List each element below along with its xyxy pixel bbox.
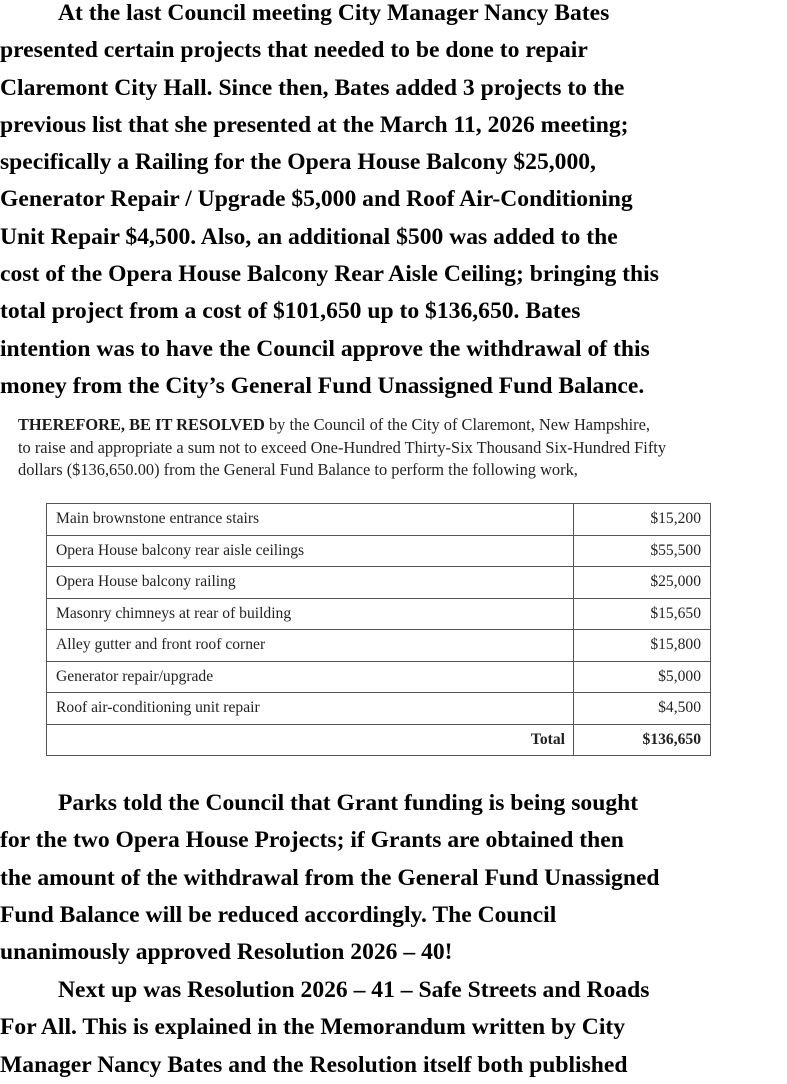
work-item: Opera House balcony rear aisle ceilings [47,535,574,567]
table-row [47,598,711,630]
table-row [47,661,711,693]
resolution-line [18,414,778,437]
table-row [47,630,711,662]
resolution-line: to raise and appropriate a sum not to exceed One-Hundred Thirty-Six Thousand Six-Hundred Fifty [18,437,667,457]
intro-paragraph [0,0,787,405]
intro-line: previous list that she presented at the March 11, 2026 meeting; [0,111,629,138]
work-amount: $15,650 [574,598,711,630]
resolution-excerpt [18,414,778,482]
work-item: Opera House balcony railing [47,567,574,599]
grants-line: Fund Balance will be reduced accordingly. The Council [0,901,557,928]
intro-line: cost of the Opera House Balcony Rear Aisle Ceiling; bringing this [0,261,659,288]
work-amount: $25,000 [574,567,711,599]
total-label: Total [47,724,574,756]
work-item: Alley gutter and front roof corner [47,630,574,662]
intro-line: Unit Repair $4,500. Also, an additional $500 was added to the [0,223,618,250]
table-row [47,693,711,725]
work-amount: $15,200 [574,504,711,536]
table-row [47,504,711,536]
work-item: Masonry chimneys at rear of building [47,598,574,630]
intro-line: At the last Council meeting City Manager Nancy Bates [58,0,610,26]
resolution-line1-rest: by the Council of the City of Claremont, New Hampshire, [264,415,650,434]
table-total-row [47,724,711,756]
intro-line: Generator Repair / Upgrade $5,000 and Roof Air-Conditioning [0,186,633,213]
intro-line: total project from a cost of $101,650 up to $136,650. Bates [0,298,581,325]
intro-line: intention was to have the Council approve the withdrawal of this [0,335,650,362]
next-line: Next up was Resolution 2026 – 41 – Safe Streets and Roads [58,977,650,1003]
work-item: Generator repair/upgrade [47,661,574,693]
work-amount: $55,500 [574,535,711,567]
work-amount: $5,000 [574,661,711,693]
work-amount: $15,800 [574,630,711,662]
work-amount: $4,500 [574,693,711,725]
table-row [47,535,711,567]
next-paragraph [0,972,787,1084]
resolution-line: dollars ($136,650.00) from the General Fund Balance to perform the following work, [18,460,578,479]
table-row [47,567,711,599]
grants-line: unanimously approved Resolution 2026 – 40! [0,939,453,966]
grants-line: for the two Opera House Projects; if Grants are obtained then [0,827,624,854]
resolution-lead: THEREFORE, BE IT RESOLVED [18,415,265,434]
intro-line: money from the City’s General Fund Unassigned Fund Balance. [0,372,645,399]
next-line: Manager Nancy Bates and the Resolution itself both published [0,1051,628,1078]
intro-line: presented certain projects that needed to be done to repair [0,37,588,64]
work-cost-table [46,503,711,756]
grants-paragraph [0,785,787,971]
intro-line: specifically a Railing for the Opera House Balcony $25,000, [0,149,596,176]
work-item: Roof air-conditioning unit repair [47,693,574,725]
grants-line: the amount of the withdrawal from the General Fund Unassigned [0,864,660,891]
work-item: Main brownstone entrance stairs [47,504,574,536]
grants-line: Parks told the Council that Grant funding is being sought [58,790,639,816]
total-amount: $136,650 [574,724,711,756]
next-line: For All. This is explained in the Memorandum written by City [0,1014,626,1041]
intro-line: Claremont City Hall. Since then, Bates added 3 projects to the [0,74,625,101]
